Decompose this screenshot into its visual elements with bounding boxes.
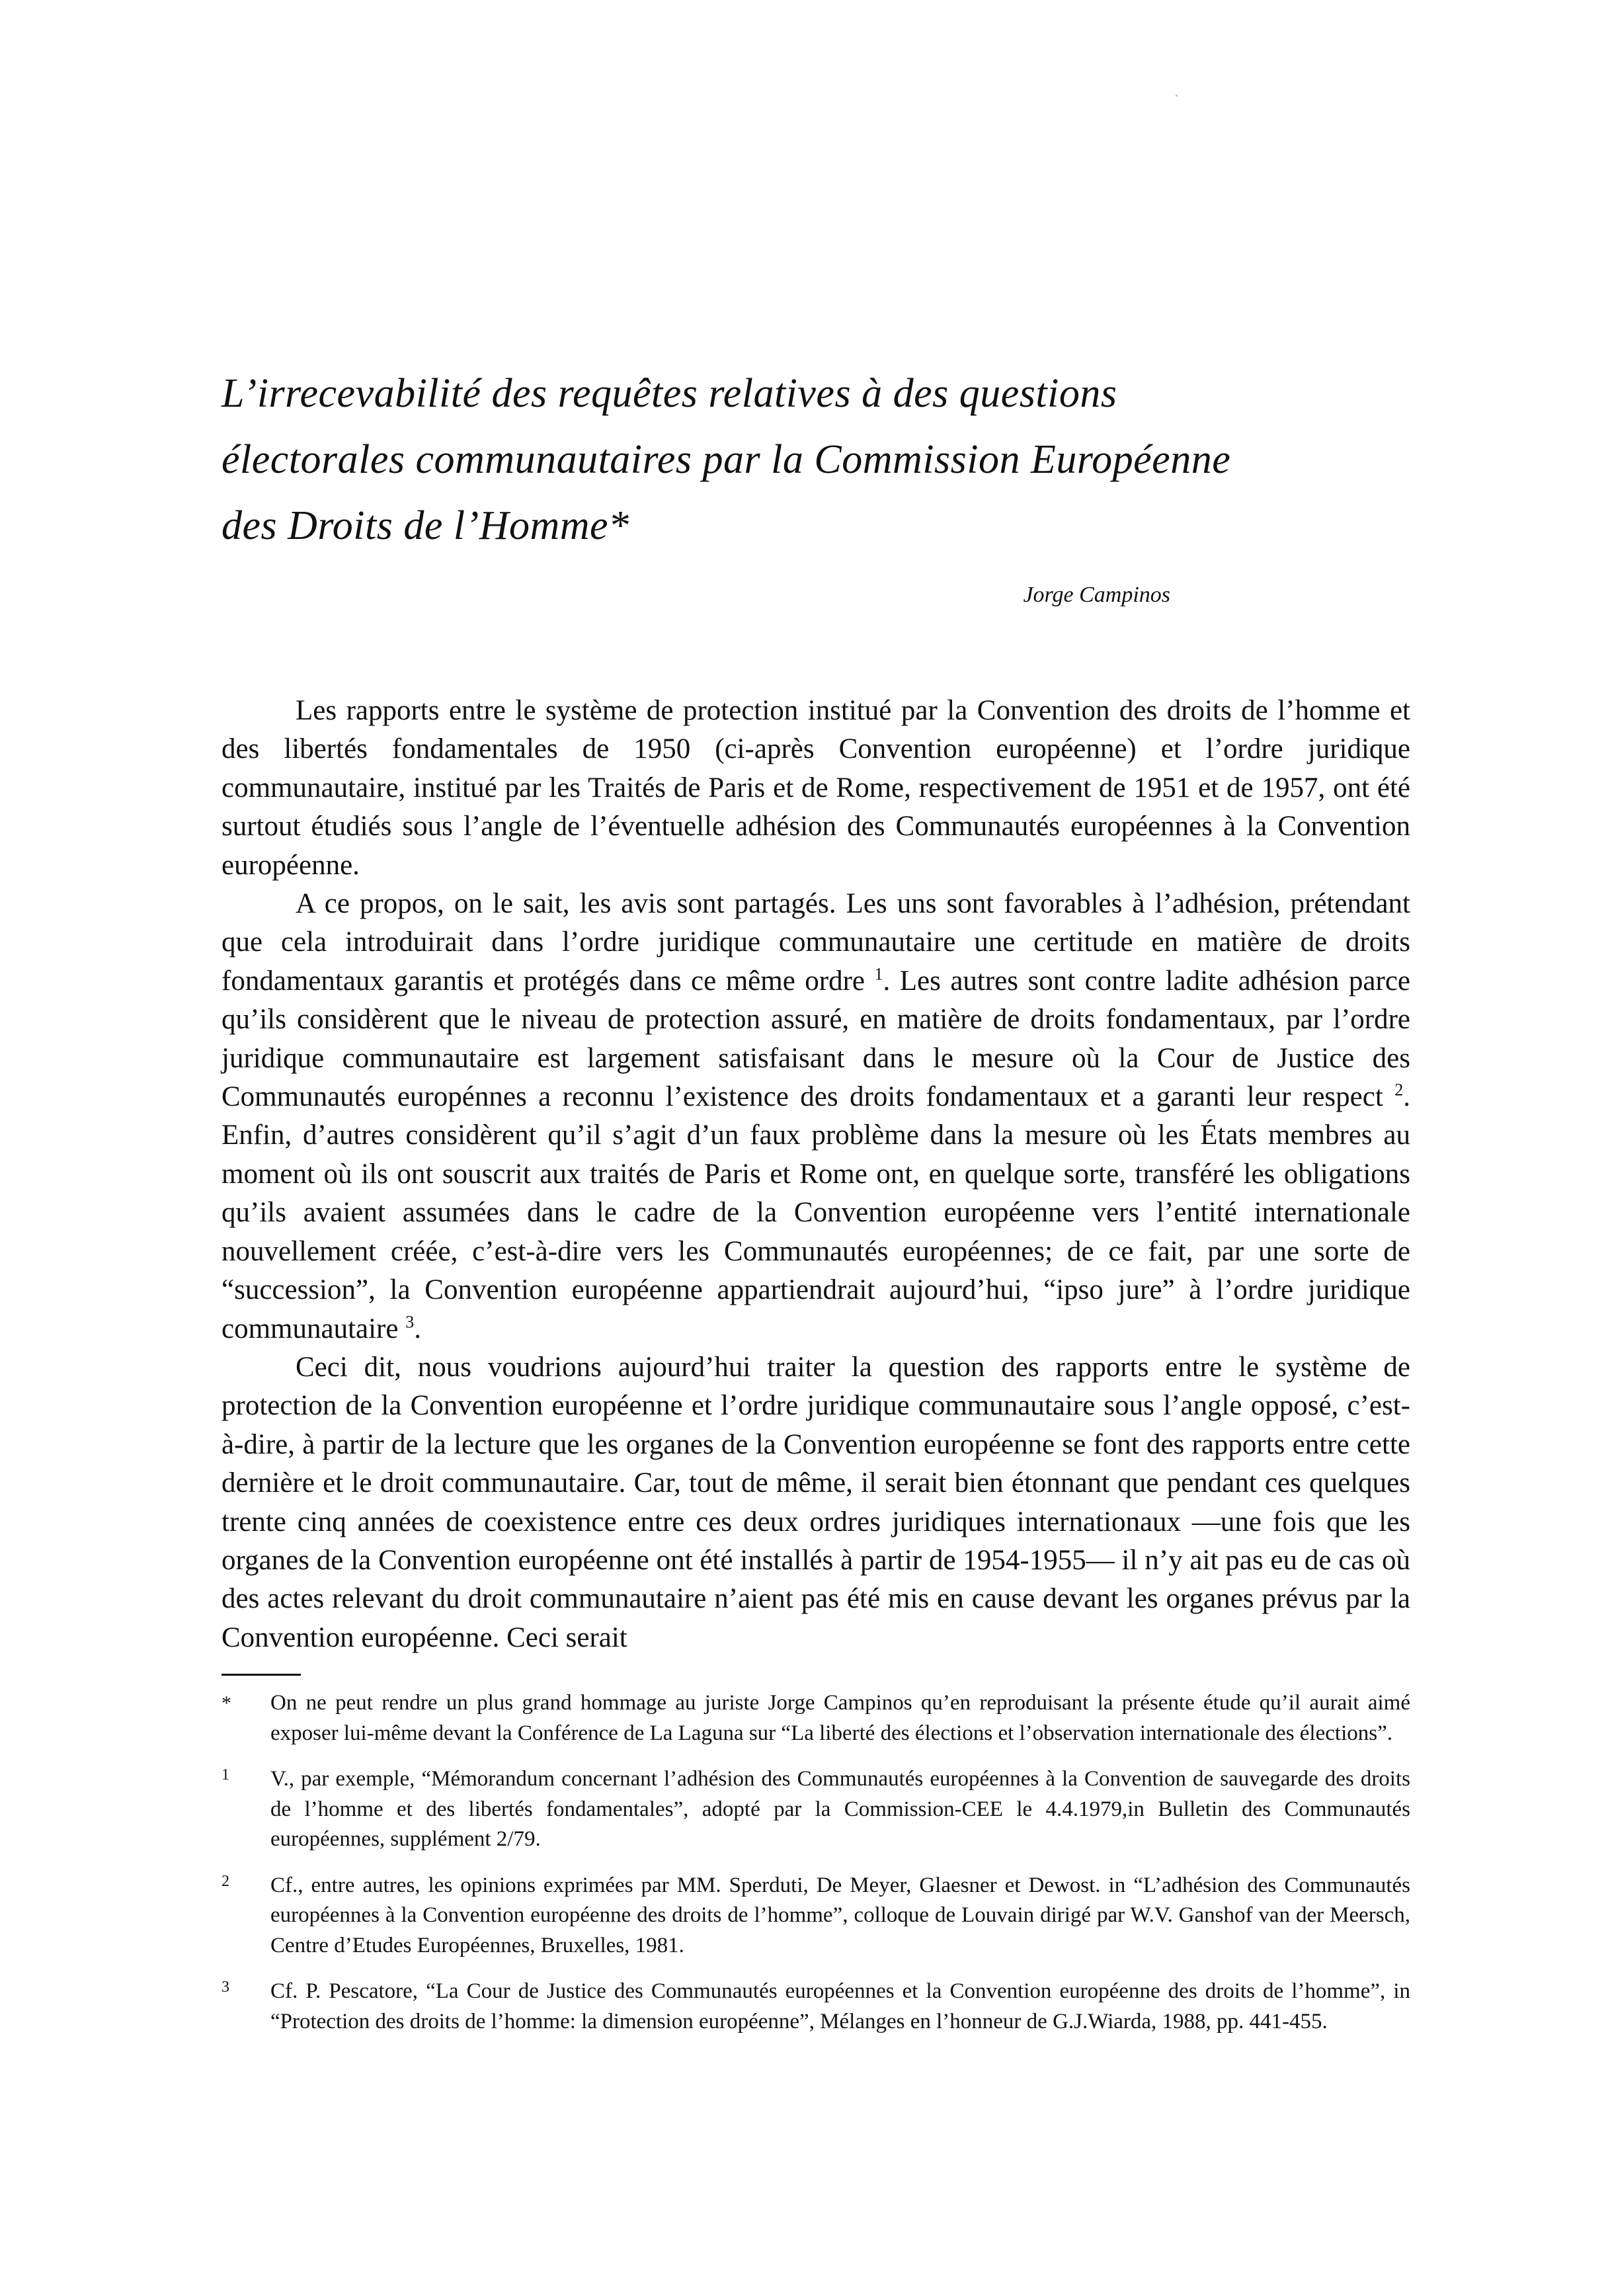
paragraph-2-part-d: . <box>414 1313 421 1344</box>
footnote-star <box>221 1688 1410 1748</box>
paragraph-3: Ceci dit, nous voudrions aujourd’hui traiter la question des rapports entre le système de protection de la Convention européenne et l’ordre juridique communautaire sous l’angle opposé, c’est-à-dire, à partir de la lecture que les organes de la Convention européenne se font des rapports entre cette dernière et le droit communautaire. Car, tout de même, il serait bien étonnant que pendant ces quelques trente cinq années de coexistence entre ces deux ordres juridiques internationaux —une fois que les organes de la Convention européenne ont été installés à partir de 1954-1955— il n’y ait pas eu de cas où des actes relevant du droit communautaire n’aient pas été mis en cause devant les organes prévus par la Convention européenne. Ceci serait <box>221 1351 1410 1653</box>
title-line-3: des Droits de l’Homme* <box>221 503 629 548</box>
scan-speck <box>1176 95 1178 97</box>
footnotes <box>221 1688 1410 2053</box>
paragraph-2-part-b: . Les autres sont contre ladite adhésion parce qu’ils considèrent que le niveau de protection assuré, en matière de droits fondamentaux, par l’ordre juridique communautaire est largement satisfaisant dans le mesure où la Cour de Justice des Communautés europénnes a reconnu l’existence des droits fondamentaux et a garanti leur respect <box>221 965 1410 1113</box>
footnote-mark: * <box>221 1692 231 1714</box>
title-line-2: électorales communautaires par la Commission Européenne <box>221 437 1231 482</box>
footnote-separator <box>221 1674 301 1676</box>
footnote-ref-2: 2 <box>1394 1080 1404 1100</box>
footnote-ref-3: 3 <box>405 1312 415 1332</box>
footnote-text: Cf., entre autres, les opinions exprimées par MM. Sperduti, De Meyer, Glaesner et Dewost. in “L’adhésion des Communautés européennes à la Convention européenne des droits de l’homme”, colloque de Louvain dirigé par W.V. Ganshof van der Meersch, Centre d’Etudes Européennes, Bruxelles, 1981. <box>270 1873 1410 1957</box>
title-line-1: L’irrecevabilité des requêtes relatives à des questions <box>221 371 1117 416</box>
footnote-mark: 3 <box>221 1979 229 1996</box>
footnote-3 <box>221 1977 1410 2037</box>
footnote-1 <box>221 1764 1410 1855</box>
footnote-mark: 2 <box>221 1872 229 1890</box>
footnote-text: V., par exemple, “Mémorandum concernant l’adhésion des Communautés européennes à la Convention de sauvegarde des droits de l’homme et des libertés fondamentales”, adopté par la Commission-CEE le 4.4.1979,in Bulletin des Communautés européennes, supplément 2/79. <box>270 1767 1410 1851</box>
paragraph-1: Les rapports entre le système de protection institué par la Convention des droits de l’homme et des libertés fondamentales de 1950 (ci-après Convention européenne) et l’ordre juridique communautaire, institué par les Traités de Paris et de Rome, respectivement de 1951 et de 1957, ont été surtout étudiés sous l’angle de l’éventuelle adhésion des Communautés européennes à la Convention européenne. <box>221 695 1410 881</box>
footnote-ref-1: 1 <box>874 964 883 984</box>
paragraph-2-part-c: . Enfin, d’autres considèrent qu’il s’agit d’un faux problème dans la mesure où les États membres au moment où ils ont souscrit aux traités de Paris et Rome ont, en quelque sorte, transféré les obligations qu’ils avaient assumées dans le cadre de la Convention européenne vers l’entité internationale nouvellement créée, c’est-à-dire vers les Communautés européennes; de ce fait, par une sorte de “succession”, la Convention européenne appartiendrait aujourd’hui, “ipso jure” à l’ordre juridique communautaire <box>221 1081 1410 1344</box>
footnote-text: On ne peut rendre un plus grand hommage au juriste Jorge Campinos qu’en reproduisant la présente étude qu’il aurait aimé exposer lui-même devant la Conférence de La Laguna sur “La liberté des élections et l’observation internationale des élections”. <box>270 1691 1410 1745</box>
footnote-text: Cf. P. Pescatore, “La Cour de Justice des Communautés européennes et la Convention européenne des droits de l’homme”, in “Protection des droits de l’homme: la dimension européenne”, Mélanges en l’honneur de G.J.Wiarda, 1988, pp. 441-455. <box>270 1979 1410 2033</box>
paragraph-2-part-a: A ce propos, on le sait, les avis sont partagés. Les uns sont favorables à l’adhésion, prétendant que cela introduirait dans l’ordre juridique communautaire une certitude en matière de droits fondamentaux garantis et protégés dans ce même ordre <box>221 888 1410 997</box>
footnote-mark: 1 <box>221 1766 229 1784</box>
footnote-2 <box>221 1871 1410 1961</box>
author-name: Jorge Campinos <box>1023 583 1170 607</box>
body-text <box>221 692 1410 1657</box>
article-title <box>221 360 1451 559</box>
paragraph-2 <box>221 885 1410 1348</box>
